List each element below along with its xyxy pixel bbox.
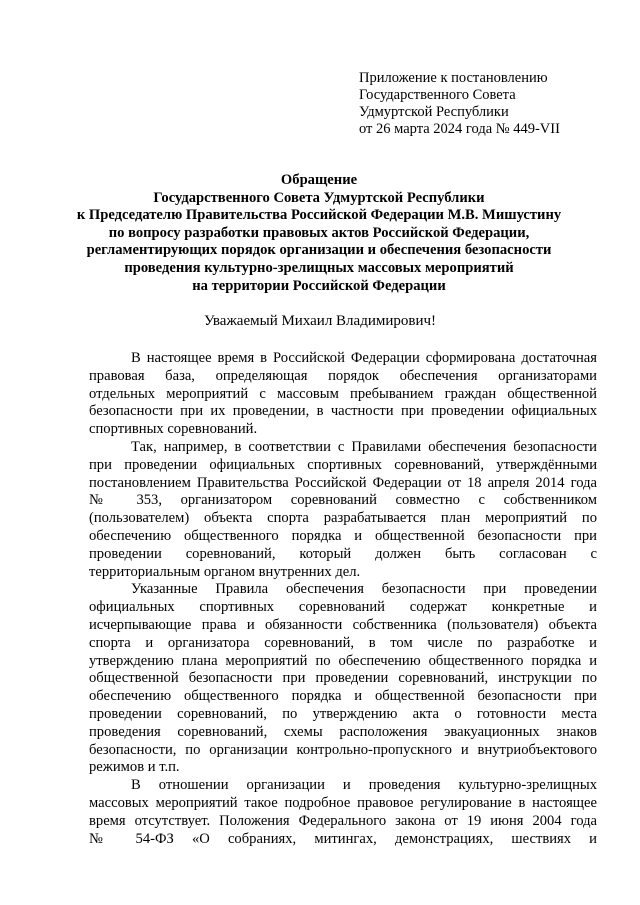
paragraph: [89, 777, 597, 848]
title-line: проведения культурно-зрелищных массовых мероприятий: [124, 259, 514, 276]
text-line: проведении соревнований, который должен быть согласован с: [89, 545, 597, 562]
text-line: проведении соревнований, по утверждению акта о готовности места: [89, 705, 597, 722]
text-line: общественной безопасности при проведении соревнований, инструкции по: [89, 670, 597, 687]
text-line: отдельных мероприятий с массовым пребыванием граждан общественной: [89, 385, 597, 402]
text-line: территориальным органом внутренних дел.: [89, 563, 361, 580]
title-line: регламентирующих порядок организации и обеспечения безопасности: [86, 242, 552, 259]
title-line: к Председателю Правительства Российской Федерации М.В. Мишустину: [76, 207, 562, 224]
appendix-line: Приложение к постановлению: [359, 70, 548, 86]
text-line: безопасности при их проведении, в частности при проведении официальных: [89, 403, 597, 420]
text-line: Так, например, в соответствии с Правилами обеспечения безопасности: [131, 438, 597, 455]
text-line: спорта и организатора соревнований, в том числе по разработке и: [89, 634, 597, 651]
text-line: спортивных соревнований.: [89, 421, 258, 438]
text-line: массовых мероприятий такое подробное правовое регулирование в настоящее: [89, 794, 597, 811]
text-line: официальных спортивных соревнований содержат конкретные и: [89, 599, 597, 616]
text-line: № 54-ФЗ «О собраниях, митингах, демонстрациях, шествиях и: [89, 830, 597, 847]
appendix-header: [359, 70, 560, 138]
text-line: постановлением Правительства Российской Федерации от 18 апреля 2014 года: [89, 474, 597, 491]
body-text: [89, 350, 597, 848]
paragraph: [89, 439, 597, 581]
text-line: В отношении организации и проведения культурно-зрелищных: [131, 777, 597, 794]
text-line: исчерпывающие права и обязанности собственника (пользователя) объекта: [89, 616, 597, 633]
text-line: утверждению плана мероприятий по обеспечению общественного порядка и: [89, 652, 597, 669]
text-line: время отсутствует. Положения Федерального закона от 19 июня 2004 года: [89, 812, 597, 829]
text-line: обеспечению общественного порядка и общественной безопасности при: [89, 527, 597, 544]
text-line: правовая база, определяющая порядок обеспечения организаторами: [89, 367, 597, 384]
title-line: на территории Российской Федерации: [192, 277, 446, 294]
appendix-line: Удмуртской Республики: [359, 104, 509, 120]
title-line: Обращение: [280, 172, 358, 188]
text-line: обеспечению общественного порядка и общественной безопасности при: [89, 688, 597, 705]
appendix-line: от 26 марта 2024 года № 449-VII: [359, 121, 560, 137]
appendix-line: Государственного Совета: [359, 87, 516, 103]
text-line: № 353, организатором соревнований совместно с собственником: [89, 492, 597, 509]
text-line: Указанные Правила обеспечения безопасности при проведении: [131, 581, 597, 598]
text-line: проведения соревнований, схемы расположения эвакуационных знаков: [89, 723, 597, 740]
title-line: Государственного Совета Удмуртской Республики: [153, 189, 485, 206]
text-line: (пользователем) объекта спорта разрабатывается план мероприятий по: [89, 510, 597, 527]
text-line: безопасности, по организации контрольно-пропускного и внутриобъектового: [89, 741, 597, 758]
paragraph: [89, 350, 597, 439]
document-title: [60, 172, 578, 295]
paragraph: [89, 581, 597, 777]
text-line: режимов и т.п.: [89, 759, 180, 776]
title-line: по вопросу разработки правовых актов Российской Федерации,: [108, 224, 530, 241]
text-line: при проведении официальных спортивных соревнований, утверждёнными: [89, 456, 597, 473]
salutation: Уважаемый Михаил Владимирович!: [203, 313, 437, 329]
text-line: В настоящее время в Российской Федерации сформирована достаточная: [131, 350, 597, 366]
